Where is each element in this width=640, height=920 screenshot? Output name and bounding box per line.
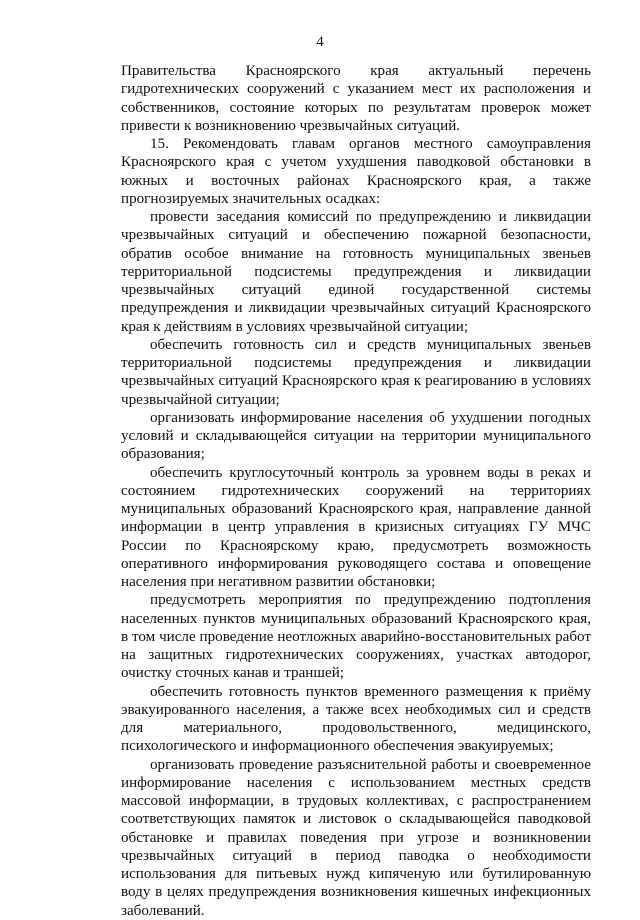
paragraph-flood-prevention: предусмотреть мероприятия по предупреждению подтопления населенных пунктов муниципальных образований Красноярского края, в том числе проведение неотложных аварийно-восстановительных работ на защитных гидротехнических сооружениях, участках автодорог, очистку сточных канав и траншей; [121,592,591,682]
page-number: 4 [316,34,324,50]
paragraph-water-level-control: обеспечить круглосуточный контроль за уровнем воды в реках и состоянием гидротехнических сооружений на территориях муниципальных образований Красноярского края, направление данной информации в центр управления в кризисных ситуациях ГУ МЧС России по Красноярскому краю, предусмотреть возможность оперативного информирования руководящего состава и оповещение населения при негативном развитии обстановки; [121,464,591,590]
paragraph-item-15: 15. Рекомендовать главам органов местного самоуправления Красноярского края с учетом ухудшения паводковой обстановки в южных и восточных районах Красноярского края, а также прогнозируемых значительных осадках: [121,136,591,207]
paragraph-forces-readiness: обеспечить готовность сил и средств муниципальных звеньев территориальной подсистемы предупреждения и ликвидации чрезвычайных ситуаций Красноярского края к реагированию в условиях чрезвычайной ситуации; [121,336,591,408]
paragraph-explanatory-work: организовать проведение разъяснительной работы и своевременное информирование населения с использованием местных средств массовой информации, в трудовых коллективах, с распространением соответствующих памяток и листовок о складывающейся паводковой обстановке и правилах поведения при угрозе и возникновении чрезвычайных ситуаций в период паводка о необходимости использования для питьевых нужд кипяченую или бутилированную воду в целях предупреждения возникновения кишечных инфекционных заболеваний. [121,756,591,919]
paragraph-evacuation-points: обеспечить готовность пунктов временного размещения к приёму эвакуированного населения, а также всех необходимых сил и средств для материального, продовольственного, медицинского, психологического и информационного обеспечения эвакуируемых; [121,683,591,755]
paragraph-commission-meetings: провести заседания комиссий по предупреждению и ликвидации чрезвычайных ситуаций и обеспечению пожарной безопасности, обратив особое внимание на готовность муниципальных звеньев территориальной подсистемы предупреждения и ликвидации чрезвычайных ситуаций единой государственной системы предупреждения и ликвидации чрезвычайных ситуаций Красноярского края к действиям в условиях чрезвычайной ситуации; [121,209,591,335]
document-body [121,62,591,920]
paragraph-public-informing: организовать информирование населения об ухудшении погодных условий и складывающейся ситуации на территории муниципального образования; [121,409,591,463]
paragraph-continuation: Правительства Красноярского края актуальный перечень гидротехнических сооружений с указанием мест их расположения и собственников, состояние которых по результатам проверок может привести к возникновению чрезвычайных ситуаций. [121,63,591,134]
